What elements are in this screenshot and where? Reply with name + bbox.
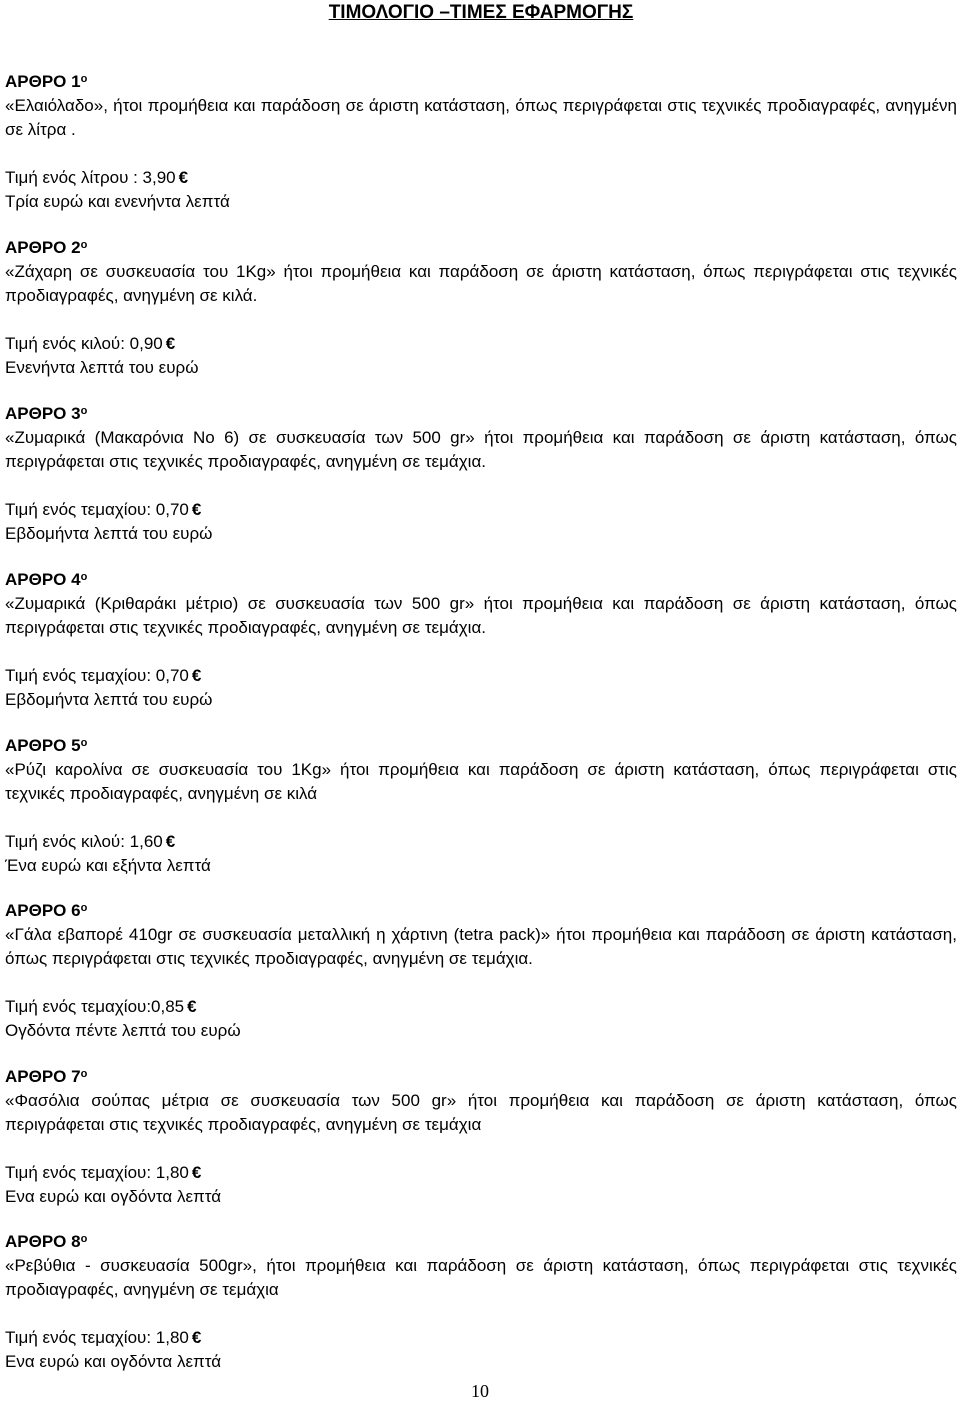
article-description: «Ζυμαρικά (Κριθαράκι μέτριο) σε συσκευασία των 500 gr» ήτοι προμήθεια και παράδοση σε άριστη κατάσταση, όπως περιγράφεται στις τεχνικές προδιαγραφές, ανηγμένη σε τεμάχια. <box>5 594 957 637</box>
euro-icon: € <box>187 997 197 1016</box>
article-4 <box>5 568 957 712</box>
article-heading-label: ΑΡΘΡΟ 3 <box>5 404 81 423</box>
euro-icon: € <box>191 1328 202 1347</box>
price-in-words: Εβδομήντα λεπτά του ευρώ <box>5 690 213 709</box>
price-in-words: Ενα ευρώ και ογδόντα λεπτά <box>5 1352 222 1371</box>
unit-price-text: Τιμή ενός κιλού: 1,60 <box>5 832 163 851</box>
unit-price <box>5 166 957 190</box>
article-heading <box>5 1230 957 1254</box>
document-title: ΤΙΜΟΛΟΓΙΟ –ΤΙΜΕΣ ΕΦΑΡΜΟΓΗΣ <box>328 2 634 23</box>
euro-icon: € <box>191 500 202 519</box>
article-heading-label: ΑΡΘΡΟ 6 <box>5 901 81 920</box>
price-in-words: Ενα ευρώ και ογδόντα λεπτά <box>5 1187 222 1206</box>
unit-price <box>5 830 957 854</box>
unit-price-text: Τιμή ενός τεμαχίου: 1,80 <box>5 1163 189 1182</box>
ordinal-suffix: ο <box>80 1233 88 1245</box>
ordinal-suffix: ο <box>80 405 88 417</box>
article-heading <box>5 899 957 923</box>
unit-price <box>5 332 957 356</box>
page-number: 10 <box>471 1381 489 1401</box>
article-heading <box>5 402 957 426</box>
article-6 <box>5 899 957 1043</box>
article-heading-label: ΑΡΘΡΟ 8 <box>5 1232 81 1251</box>
article-heading-label: ΑΡΘΡΟ 2 <box>5 238 81 257</box>
price-in-words: Ένα ευρώ και εξήντα λεπτά <box>5 856 211 875</box>
article-heading <box>5 734 957 758</box>
price-in-words: Ενενήντα λεπτά του ευρώ <box>5 358 199 377</box>
article-8 <box>5 1230 957 1374</box>
article-3 <box>5 402 957 546</box>
euro-icon: € <box>191 1163 202 1182</box>
ordinal-suffix: ο <box>80 73 88 85</box>
document-page <box>5 0 957 1371</box>
article-5 <box>5 734 957 878</box>
article-heading-label: ΑΡΘΡΟ 5 <box>5 736 81 755</box>
article-2 <box>5 236 957 380</box>
article-heading <box>5 236 957 260</box>
unit-price-text: Τιμή ενός τεμαχίου: 0,70 <box>5 500 189 519</box>
article-description: «Ρύζι καρολίνα σε συσκευασία του 1Kg» ήτοι προμήθεια και παράδοση σε άριστη κατάσταση, όπως περιγράφεται στις τεχνικές προδιαγραφές, ανηγμένη σε κιλά <box>5 760 957 803</box>
price-in-words: Τρία ευρώ και ενενήντα λεπτά <box>5 192 230 211</box>
unit-price-text: Τιμή ενός λίτρου : 3,90 <box>5 168 176 187</box>
unit-price-text: Τιμή ενός τεμαχίου:0,85 <box>5 997 185 1016</box>
unit-price <box>5 1326 957 1350</box>
article-heading-label: ΑΡΘΡΟ 4 <box>5 570 81 589</box>
article-heading <box>5 1065 957 1089</box>
ordinal-suffix: ο <box>80 239 88 251</box>
article-heading <box>5 70 957 94</box>
ordinal-suffix: ο <box>80 902 88 914</box>
price-in-words: Ογδόντα πέντε λεπτά του ευρώ <box>5 1021 241 1040</box>
article-description: «Ρεβύθια - συσκευασία 500gr», ήτοι προμήθεια και παράδοση σε άριστη κατάσταση, όπως περιγράφεται στις τεχνικές προδιαγραφές, ανηγμένη σε τεμάχια <box>5 1256 957 1299</box>
euro-icon: € <box>165 832 176 851</box>
article-1 <box>5 70 957 214</box>
ordinal-suffix: ο <box>80 737 88 749</box>
unit-price <box>5 664 957 688</box>
article-heading-label: ΑΡΘΡΟ 7 <box>5 1067 81 1086</box>
euro-icon: € <box>165 334 176 353</box>
article-description: «Φασόλια σούπας μέτρια σε συσκευασία των 500 gr» ήτοι προμήθεια και παράδοση σε άριστη κατάσταση, όπως περιγράφεται στις τεχνικές προδιαγραφές, ανηγμένη σε τεμάχια <box>5 1091 957 1134</box>
article-heading <box>5 568 957 592</box>
article-description: «Ελαιόλαδο», ήτοι προμήθεια και παράδοση σε άριστη κατάσταση, όπως περιγράφεται στις τεχνικές προδιαγραφές, ανηγμένη σε λίτρα . <box>5 96 957 139</box>
euro-icon: € <box>191 666 202 685</box>
unit-price-text: Τιμή ενός τεμαχίου: 0,70 <box>5 666 189 685</box>
ordinal-suffix: ο <box>80 1068 88 1080</box>
unit-price <box>5 1161 957 1185</box>
unit-price <box>5 995 957 1019</box>
unit-price <box>5 498 957 522</box>
article-description: «Ζάχαρη σε συσκευασία του 1Kg» ήτοι προμήθεια και παράδοση σε άριστη κατάσταση, όπως περιγράφεται στις τεχνικές προδιαγραφές, ανηγμένη σε κιλά. <box>5 262 957 305</box>
price-in-words: Εβδομήντα λεπτά του ευρώ <box>5 524 213 543</box>
euro-icon: € <box>178 168 189 187</box>
ordinal-suffix: ο <box>80 571 88 583</box>
article-7 <box>5 1065 957 1209</box>
unit-price-text: Τιμή ενός κιλού: 0,90 <box>5 334 163 353</box>
article-description: «Γάλα εβαπορέ 410gr σε συσκευασία μεταλλική η χάρτινη (tetra pack)» ήτοι προμήθεια και παράδοση σε άριστη κατάσταση, όπως περιγράφεται στις τεχνικές προδιαγραφές, ανηγμένη σε τεμάχια. <box>5 925 957 968</box>
article-heading-label: ΑΡΘΡΟ 1 <box>5 72 81 91</box>
unit-price-text: Τιμή ενός τεμαχίου: 1,80 <box>5 1328 189 1347</box>
article-description: «Ζυμαρικά (Μακαρόνια Νο 6) σε συσκευασία των 500 gr» ήτοι προμήθεια και παράδοση σε άριστη κατάσταση, όπως περιγράφεται στις τεχνικές προδιαγραφές, ανηγμένη σε τεμάχια. <box>5 428 957 471</box>
